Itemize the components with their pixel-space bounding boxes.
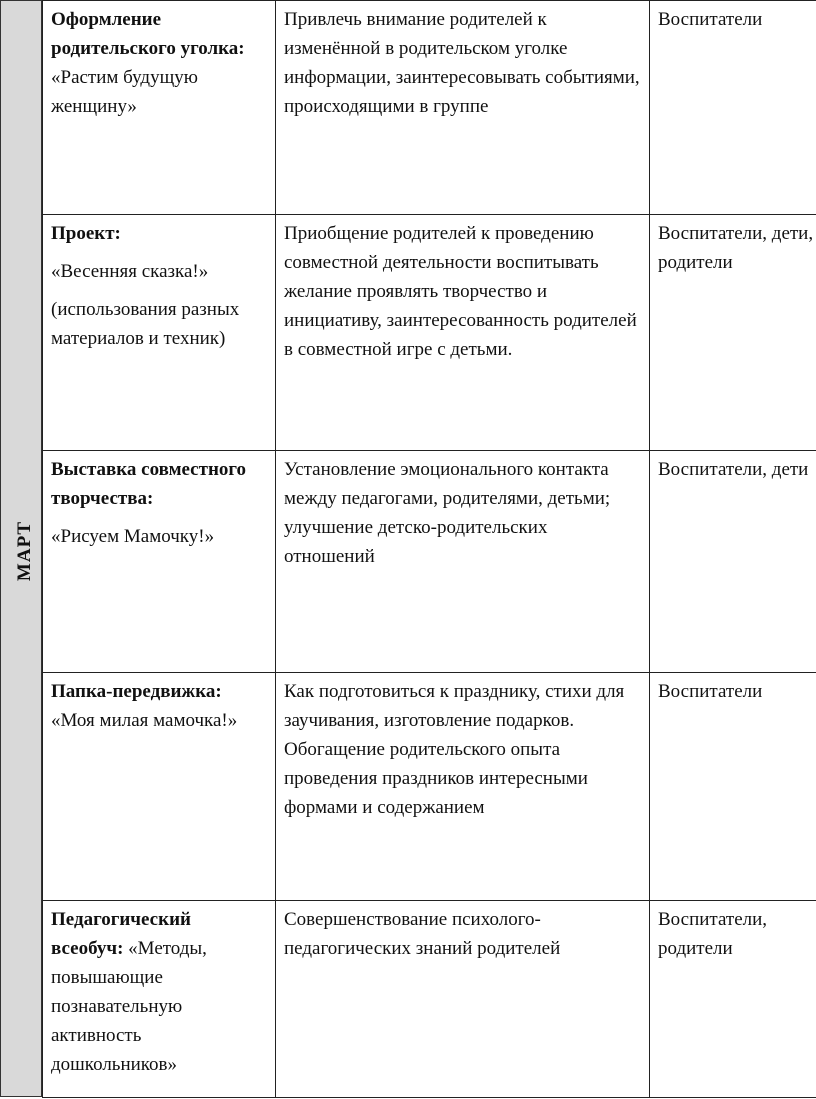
- goal-text: Как подготовиться к празднику, стихи для заучивания, изготовление подарков. Обогащение родительского опыта проведения праздников интересными формами и содержанием: [284, 681, 625, 818]
- topic-title: Педагогический всеобуч:: [51, 909, 191, 959]
- goal-text: Установление эмоционального контакта между педагогами, родителями, детьми; улучшение детско-родительских отношений: [284, 459, 611, 567]
- responsible-text: Воспитатели, родители: [658, 909, 768, 959]
- responsible-text: Воспитатели, дети, родители: [658, 223, 814, 273]
- table-row: [43, 673, 816, 901]
- goal-text: Привлечь внимание родителей к изменённой в родительском уголке информации, заинтересовывать событиями, происходящими в группе: [284, 9, 640, 117]
- table-row: [43, 901, 816, 1098]
- topic-cell: [43, 1, 276, 215]
- topic-cell: [43, 215, 276, 451]
- responsible-cell: [650, 673, 816, 901]
- goal-text: Совершенствование психолого-педагогических знаний родителей: [284, 909, 561, 959]
- topic-text: «Рисуем Мамочку!»: [51, 526, 215, 547]
- responsible-cell: [650, 901, 816, 1098]
- goal-text: Приобщение родителей к проведению совместной деятельности воспитывать желание проявлять творчество и инициативу, заинтересованность родителей в совместной игре с детьми.: [284, 223, 637, 360]
- goal-cell: [276, 901, 650, 1098]
- responsible-text: Воспитатели, дети: [658, 459, 809, 480]
- goal-cell: [276, 215, 650, 451]
- goal-cell: [276, 451, 650, 673]
- table-row: [43, 215, 816, 451]
- responsible-cell: [650, 451, 816, 673]
- table-row: [43, 451, 816, 673]
- plan-table: [42, 0, 816, 1098]
- topic-text: «Растим будущую женщину»: [51, 67, 198, 117]
- month-column: [0, 0, 42, 1097]
- topic-cell: [43, 451, 276, 673]
- table-row: [43, 1, 816, 215]
- topic-title: Папка-передвижка:: [51, 681, 222, 702]
- topic-title: Оформление родительского уголка:: [51, 9, 245, 59]
- topic-note: (использования разных материалов и техник): [51, 299, 240, 349]
- month-label: МАРТ: [14, 520, 35, 582]
- responsible-text: Воспитатели: [658, 9, 763, 30]
- topic-text: «Весенняя сказка!»: [51, 261, 209, 282]
- responsible-cell: [650, 215, 816, 451]
- topic-title: Проект:: [51, 223, 121, 244]
- responsible-cell: [650, 1, 816, 215]
- goal-cell: [276, 673, 650, 901]
- topic-title: Выставка совместного творчества:: [51, 459, 247, 509]
- topic-text: «Моя милая мамочка!»: [51, 710, 238, 731]
- goal-cell: [276, 1, 650, 215]
- responsible-text: Воспитатели: [658, 681, 763, 702]
- topic-cell: [43, 901, 276, 1098]
- topic-text: «Методы, повышающие познавательную активность дошкольников»: [51, 938, 207, 1075]
- topic-cell: [43, 673, 276, 901]
